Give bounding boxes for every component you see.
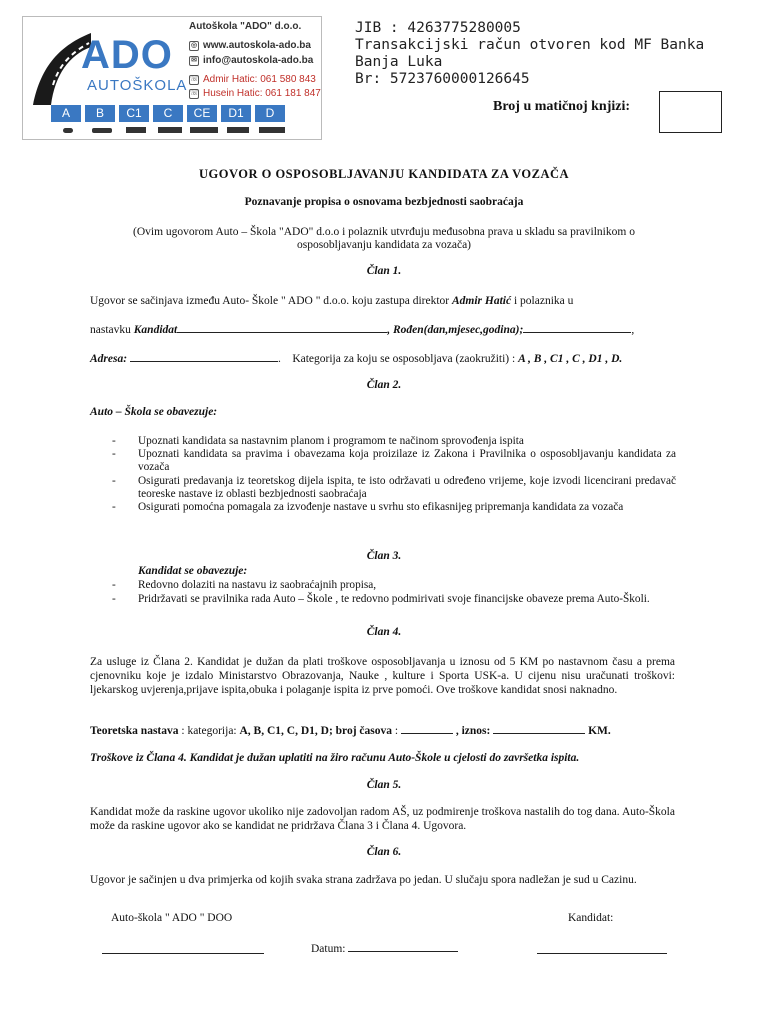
clan-3-heading: Član 3. xyxy=(366,550,402,562)
list-item: - Redovno dolaziti na nastavu iz saobraćajnih propisa, xyxy=(90,579,676,592)
list-item: - Osigurati pomoćna pomagala za izvođenje nastave u svrhu sto efikasnijeg pripremanja kandidata za vozača xyxy=(90,501,676,514)
clan-1-heading: Član 1. xyxy=(366,265,402,277)
header-jib: JIB : 4263775280005 xyxy=(355,20,521,36)
document-subtitle: Poznavanje propisa o osnovama bezbjednosti saobraćaja xyxy=(244,196,524,208)
birth-date-field[interactable] xyxy=(523,321,631,333)
list-item: - Upoznati kandidata sa nastavnim planom i programom te načinom sprovođenja ispita xyxy=(90,435,676,448)
category-badges xyxy=(51,105,285,122)
category-badge: C xyxy=(153,105,183,122)
clan-4-para: Za usluge iz Člana 2. Kandidat je dužan da plati troškove osposobljavanja u iznosu od 5 KM po nastavnom času a prema cjenovniku koje je izdalo Ministarstvo Obrazovanja, Nauke , kulture i Sporta USK-a. U cijenu nisu uračunati troškovi: ljekarskog uvjerenja,prijave ispita,obuka i polaganje ispita iz prve pomoći. Ove troškove kandidat snosi naknadno. xyxy=(90,656,675,696)
clan-4-heading: Član 4. xyxy=(366,626,402,638)
truck-icon xyxy=(155,125,185,135)
clan-4-note: Troškove iz Člana 4. Kandidat je dužan uplatiti na žiro računu Auto-Škole u cjelosti do završetka ispita. xyxy=(90,752,580,764)
clan-5-heading: Član 5. xyxy=(366,779,402,791)
date-field[interactable] xyxy=(348,940,458,952)
bus-icon xyxy=(257,125,287,135)
clan-1-para-3: Adresa: . Kategorija za koju se osposobljava (zaokružiti) : A , B , C1 , C , D1 , D. xyxy=(90,350,675,366)
clan-5-para: Kandidat može da raskine ugovor ukoliko nije zadovoljan radom AŠ, uz podmirenje troškova nastalih do tog dana. Auto-Škola može da raskine ugovor ako se kandidat ne pridržava Člana 3 i Člana 4. Ugovora. xyxy=(90,806,675,832)
minibus-icon xyxy=(223,125,253,135)
clan-3-list xyxy=(90,579,676,607)
address-field[interactable] xyxy=(130,350,278,362)
logo-subtitle: AUTOŠKOLA xyxy=(87,77,188,94)
contact-website: ◎ www.autoskola-ado.ba xyxy=(190,40,311,51)
clan-6-heading: Član 6. xyxy=(366,846,402,858)
list-item: - Upoznati kandidata sa pravima i obavezama koja proizilaze iz Zakona i Pravilnika o osposobljavanju kandidata za vozača xyxy=(90,448,676,474)
clan-1-para-2: nastavku Kandidat , Rođen(dan,mjesec,godina); , xyxy=(90,321,675,337)
category-badge: B xyxy=(85,105,115,122)
clan-1-para-1: Ugovor se sačinjava između Auto- Škole " ADO " d.o.o. koju zastupa direktor Admir Hatić i polaznika u xyxy=(90,295,574,307)
category-badge: D xyxy=(255,105,285,122)
car-icon xyxy=(87,125,117,135)
truck-trailer-icon xyxy=(189,125,219,135)
intro-line-2: osposobljavanju kandidata za vozača) xyxy=(296,239,472,251)
candidate-name-field[interactable] xyxy=(177,321,387,333)
hours-count-field[interactable] xyxy=(401,722,453,734)
logo-card xyxy=(22,16,322,140)
category-badge: D1 xyxy=(221,105,251,122)
clan-4-teoretska: Teoretska nastava : kategorija: A, B, C1, C, D1, D; broj časova : , iznos: KM. xyxy=(90,722,675,738)
clan-3-subheading: Kandidat se obavezuje: xyxy=(138,565,248,577)
signature-school-label: Auto-škola " ADO " DOO xyxy=(111,912,233,924)
header-city: Banja Luka xyxy=(355,54,443,70)
contact-phone-1: ☏ Admir Hatic: 061 580 843 xyxy=(190,74,316,85)
register-number-box[interactable] xyxy=(659,91,722,133)
signature-school-line[interactable] xyxy=(102,952,264,954)
clan-2-heading: Član 2. xyxy=(366,379,402,391)
signature-candidate-label: Kandidat: xyxy=(568,912,614,924)
list-item: - Osigurati predavanja iz teoretskog dijela ispita, te isto održavati u određeno vrijeme, koje izvodi licencirani predavač teoreske nastave iz oblasti bezbjednosti saobraćaja xyxy=(90,475,676,501)
contact-email: ✉ info@autoskola-ado.ba xyxy=(189,55,313,66)
globe-icon: ◎ xyxy=(190,41,198,49)
register-label: Broj u matičnoj knjizi: xyxy=(493,99,631,114)
signature-date: Datum: xyxy=(311,940,458,955)
phone-icon: ☏ xyxy=(190,75,199,83)
list-item: - Pridržavati se pravilnika rada Auto – Škole , te redovno podmirivati svoje financijske obaveze prema Auto-Školi. xyxy=(90,592,676,607)
van-icon xyxy=(121,125,151,135)
category-badge: A xyxy=(51,105,81,122)
contact-phone-2: ☏ Husein Hatic: 061 181 847 xyxy=(190,88,321,99)
logo-brand: ADO xyxy=(81,33,173,77)
motorcycle-icon xyxy=(53,125,83,135)
document-title: UGOVOR O OSPOSOBLJAVANJU KANDIDATA ZA VOZAČA xyxy=(198,167,570,181)
clan-2-list xyxy=(90,435,676,514)
category-badge: C1 xyxy=(119,105,149,122)
amount-field[interactable] xyxy=(493,722,585,734)
header-br: Br: 5723760000126645 xyxy=(355,71,530,87)
signature-candidate-line[interactable] xyxy=(537,952,667,954)
header-account: Transakcijski račun otvoren kod MF Banka xyxy=(355,37,705,53)
intro-line-1: (Ovim ugovorom Auto – Škola "ADO" d.o.o i polaznik utvrđuju međusobna prava u skladu sa pravilnikom o xyxy=(133,226,635,238)
phone-icon: ☏ xyxy=(190,89,199,97)
vehicle-icons xyxy=(53,125,287,135)
clan-6-para: Ugovor je sačinjen u dva primjerka od kojih svaka strana zadržava po jedan. U slučaju spora nadležan je sud u Cazinu. xyxy=(90,874,637,886)
category-badge: CE xyxy=(187,105,217,122)
clan-2-subheading: Auto – Škola se obavezuje: xyxy=(90,406,218,418)
contact-school: Autoškola "ADO" d.o.o. xyxy=(189,21,302,32)
mail-icon: ✉ xyxy=(189,56,199,66)
